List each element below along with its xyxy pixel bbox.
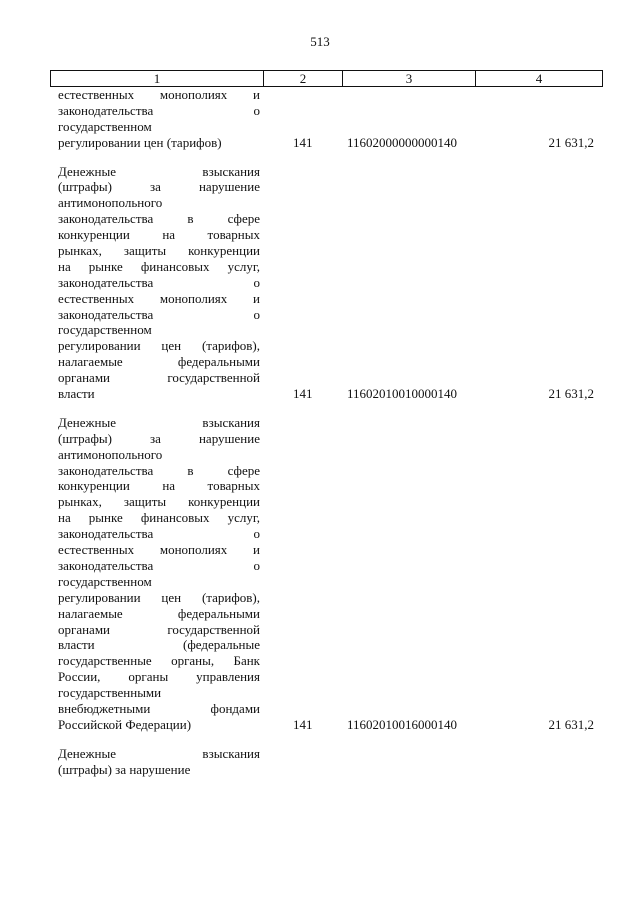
description-line: органами государственной	[58, 621, 260, 637]
description-line: рынках, защиты конкуренции	[58, 243, 260, 259]
table-column-header	[50, 70, 603, 87]
description-line: государственном	[58, 118, 152, 134]
description-line: (штрафы) за нарушение	[58, 179, 260, 195]
admin-code: 141	[293, 386, 313, 402]
description-line: государственном	[58, 573, 152, 589]
page-number: 513	[310, 34, 330, 49]
table-row	[0, 746, 640, 778]
description-line: на рынке финансовых услуг,	[58, 510, 260, 526]
description-line: конкуренции на товарных	[58, 227, 260, 243]
amount-value: 21 631,2	[548, 386, 594, 402]
table-body	[0, 87, 640, 791]
description-line: власти	[58, 386, 95, 402]
description-line: законодательства о	[58, 274, 260, 290]
column-number-2: 2	[264, 71, 343, 86]
description-line: законодательства о	[58, 557, 260, 573]
description-line: регулировании цен (тарифов),	[58, 338, 260, 354]
description-line: Денежные взыскания	[58, 745, 260, 761]
budget-classification-code: 11602000000000140	[347, 134, 458, 150]
table-row	[0, 87, 640, 151]
description-line: естественных монополиях и	[58, 87, 260, 102]
description-line: органами государственной	[58, 370, 260, 386]
admin-code: 141	[293, 134, 313, 150]
row-description	[58, 746, 260, 778]
description-line: России, органы управления	[58, 669, 260, 685]
description-line: законодательства о	[58, 306, 260, 322]
description-line: внебюджетными фондами	[58, 700, 260, 716]
description-line: антимонопольного	[58, 195, 163, 211]
description-line: рынках, защиты конкуренции	[58, 494, 260, 510]
admin-code: 141	[293, 716, 313, 732]
description-line: на рынке финансовых услуг,	[58, 258, 260, 274]
amount-value: 21 631,2	[548, 134, 594, 150]
description-line: государственные органы, Банк	[58, 653, 260, 669]
budget-classification-code: 11602010010000140	[347, 386, 458, 402]
description-line: естественных монополиях и	[58, 542, 260, 558]
description-line: законодательства о	[58, 102, 260, 118]
description-line: конкуренции на товарных	[58, 478, 260, 494]
description-line: (штрафы) за нарушение	[58, 430, 260, 446]
table-row	[0, 164, 640, 402]
description-line: государственными	[58, 685, 162, 701]
description-line: законодательства о	[58, 526, 260, 542]
description-line: (штрафы) за нарушение	[58, 761, 191, 777]
column-number-3: 3	[343, 71, 476, 86]
description-line: власти (федеральные	[58, 637, 260, 653]
table-row	[0, 415, 640, 733]
row-description	[58, 87, 260, 151]
column-number-4: 4	[535, 71, 543, 86]
description-line: налагаемые федеральными	[58, 605, 260, 621]
description-line: регулировании цен (тарифов),	[58, 589, 260, 605]
column-number-1: 1	[51, 71, 264, 86]
row-description	[58, 164, 260, 402]
description-line: государственном	[58, 322, 152, 338]
description-line: Денежные взыскания	[58, 414, 260, 430]
description-line: законодательства в сфере	[58, 211, 260, 227]
description-line: естественных монополиях и	[58, 290, 260, 306]
description-line: налагаемые федеральными	[58, 354, 260, 370]
description-line: Российской Федерации)	[58, 716, 192, 732]
row-description	[58, 415, 260, 733]
amount-value: 21 631,2	[548, 716, 594, 732]
description-line: регулировании цен (тарифов)	[58, 134, 222, 150]
description-line: Денежные взыскания	[58, 163, 260, 179]
budget-classification-code: 11602010016000140	[347, 716, 458, 732]
description-line: законодательства в сфере	[58, 462, 260, 478]
description-line: антимонопольного	[58, 446, 163, 462]
